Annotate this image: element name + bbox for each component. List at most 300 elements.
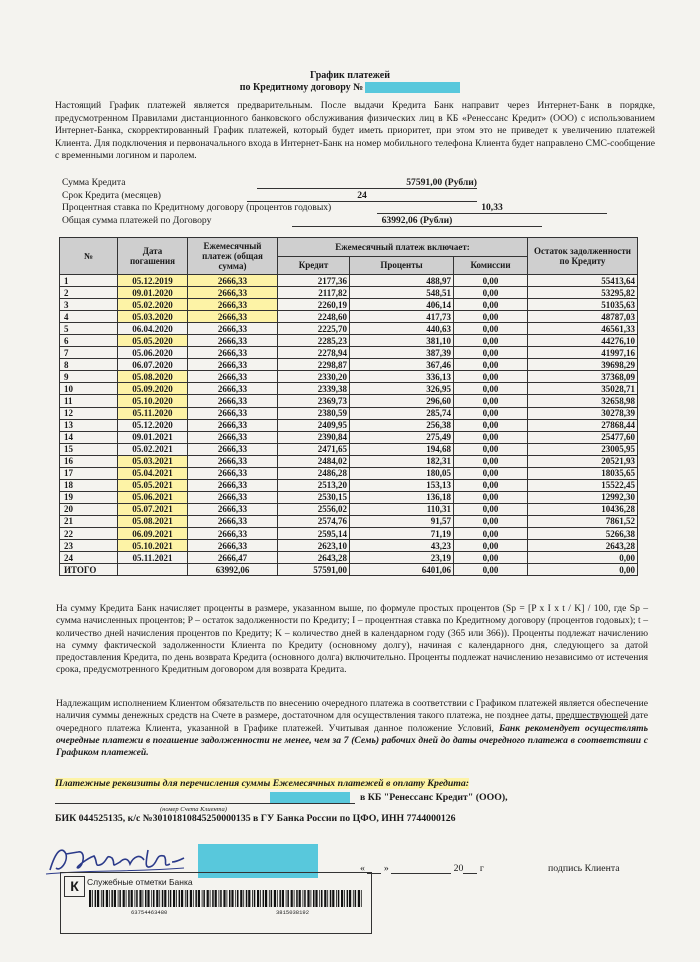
table-row xyxy=(60,515,638,527)
row-date: 05.04.2021 xyxy=(118,467,188,479)
date-year-prefix: 20 xyxy=(453,863,464,874)
row-date: 05.10.2020 xyxy=(118,395,188,407)
row-date: 09.01.2020 xyxy=(118,287,188,299)
barcode-bar xyxy=(153,890,155,907)
total-label: ИТОГО xyxy=(60,564,118,576)
table-row xyxy=(60,407,638,419)
row-principal: 2298,87 xyxy=(278,359,350,371)
row-number: 22 xyxy=(60,527,118,539)
row-date: 05.11.2021 xyxy=(118,552,188,564)
row-commission: 0,00 xyxy=(454,527,528,539)
row-balance: 25477,60 xyxy=(528,431,638,443)
row-balance: 27868,44 xyxy=(528,419,638,431)
loan-summary xyxy=(62,177,562,227)
barcode-bar xyxy=(353,890,354,907)
total-label: Общая сумма платежей по Договору xyxy=(62,214,212,226)
row-date: 05.07.2021 xyxy=(118,503,188,515)
row-date: 05.11.2020 xyxy=(118,407,188,419)
bank-notes-label: Служебные отметки Банка xyxy=(87,877,193,887)
bank-details: БИК 044525135, к/с №30101810845250000135 в ГУ Банка России по ЦФО, ИНН 7744000126 xyxy=(55,813,456,824)
table-row xyxy=(60,467,638,479)
row-number: 24 xyxy=(60,552,118,564)
table-row xyxy=(60,299,638,311)
redacted-account-number xyxy=(270,792,350,803)
row-commission: 0,00 xyxy=(454,515,528,527)
row-principal: 2177,36 xyxy=(278,275,350,287)
barcode-bar xyxy=(156,890,158,907)
rate-label: Процентная ставка по Кредитному договору (процентов годовых) xyxy=(62,202,332,213)
row-payment: 2666,33 xyxy=(188,395,278,407)
date-year-suffix: г xyxy=(479,863,484,874)
barcode-bar xyxy=(299,890,301,907)
barcode-bar xyxy=(147,890,149,907)
row-payment: 2666,33 xyxy=(188,527,278,539)
row-balance: 18035,65 xyxy=(528,467,638,479)
barcode-bar xyxy=(361,890,362,907)
barcode-bar xyxy=(231,890,233,907)
row-principal: 2484,02 xyxy=(278,455,350,467)
barcode-bar xyxy=(274,890,276,907)
table-row xyxy=(60,552,638,564)
obligation-part1: Надлежащим исполнением Клиентом обязательств по внесению очередного платежа в соответствии с Графиком платежей является обеспечение наличия суммы денежных средств на Счете в размере, достаточном для осуществления такого платежа, не позднее даты, xyxy=(56,698,648,722)
table-row xyxy=(60,479,638,491)
row-date: 05.10.2021 xyxy=(118,540,188,552)
barcode-bar xyxy=(109,890,110,907)
barcode-bar xyxy=(128,890,130,907)
barcode-bar xyxy=(103,890,105,907)
barcode-bar xyxy=(119,890,121,907)
col-interest-header: Проценты xyxy=(350,256,454,275)
row-interest: 381,10 xyxy=(350,335,454,347)
table-row xyxy=(60,383,638,395)
barcode-bar xyxy=(118,890,119,907)
barcode-bar xyxy=(294,890,295,907)
rate-value: 10,33 xyxy=(377,202,607,214)
barcode-bar xyxy=(151,890,152,907)
row-number: 3 xyxy=(60,299,118,311)
barcode-bar xyxy=(212,890,214,907)
row-payment: 2666,33 xyxy=(188,479,278,491)
row-payment: 2666,47 xyxy=(188,552,278,564)
client-signature-label: подпись Клиента xyxy=(548,863,620,874)
row-principal: 2278,94 xyxy=(278,347,350,359)
barcode-bar xyxy=(269,890,270,907)
barcode-bar xyxy=(321,890,323,907)
barcode-bar xyxy=(254,890,256,907)
barcode-bar xyxy=(139,890,141,907)
barcode-bar xyxy=(358,890,360,907)
row-interest: 194,68 xyxy=(350,443,454,455)
row-payment: 2666,33 xyxy=(188,455,278,467)
bank-stamp-box xyxy=(60,872,372,934)
row-interest: 180,05 xyxy=(350,467,454,479)
table-total-row xyxy=(60,564,638,576)
barcode-bar xyxy=(344,890,345,907)
table-row xyxy=(60,311,638,323)
barcode-bar xyxy=(114,890,116,907)
title-line1: График платежей xyxy=(309,70,391,81)
row-interest: 110,31 xyxy=(350,503,454,515)
row-interest: 440,63 xyxy=(350,323,454,335)
barcode-bar xyxy=(324,890,326,907)
row-payment: 2666,33 xyxy=(188,431,278,443)
obligation-part2: дате очередного платежа Клиента, указанной в Графике платежей. Учитывая данное положение Условий, xyxy=(56,710,649,734)
row-number: 17 xyxy=(60,467,118,479)
col-commission-header: Комиссии xyxy=(454,256,528,275)
payment-obligation-paragraph xyxy=(56,698,648,759)
barcode-bar xyxy=(355,890,357,907)
row-balance: 10436,28 xyxy=(528,503,638,515)
row-date: 05.12.2020 xyxy=(118,419,188,431)
row-date: 05.02.2020 xyxy=(118,299,188,311)
row-principal: 2339,38 xyxy=(278,383,350,395)
barcode-bar xyxy=(243,890,244,907)
barcode-bar xyxy=(223,890,225,907)
barcode-bar xyxy=(179,890,181,907)
row-principal: 2471,65 xyxy=(278,443,350,455)
barcode-bar xyxy=(296,890,298,907)
table-row xyxy=(60,395,638,407)
row-number: 6 xyxy=(60,335,118,347)
row-balance: 35028,71 xyxy=(528,383,638,395)
account-caption: (номер Счета Клиента) xyxy=(160,806,227,813)
row-principal: 2117,82 xyxy=(278,287,350,299)
table-row xyxy=(60,455,638,467)
barcode-bar xyxy=(92,890,93,907)
row-date: 06.09.2021 xyxy=(118,527,188,539)
barcode-bar xyxy=(263,890,265,907)
date-year-blank xyxy=(463,863,477,874)
barcode-bar xyxy=(235,890,236,907)
amount-value: 57591,00 (Рубли) xyxy=(257,177,477,189)
col-payment-header: Ежемесячный платеж (общая сумма) xyxy=(188,238,278,275)
row-balance: 23005,95 xyxy=(528,443,638,455)
barcode-bar xyxy=(282,890,284,907)
row-balance: 55413,64 xyxy=(528,275,638,287)
date-quote-open: « xyxy=(360,863,365,874)
row-balance: 12992,30 xyxy=(528,491,638,503)
barcode-bar xyxy=(327,890,328,907)
row-payment: 2666,33 xyxy=(188,383,278,395)
row-number: 16 xyxy=(60,455,118,467)
barcode-bar xyxy=(215,890,217,907)
row-payment: 2666,33 xyxy=(188,335,278,347)
row-date: 06.07.2020 xyxy=(118,359,188,371)
schedule-rows xyxy=(60,275,638,576)
row-principal: 2330,20 xyxy=(278,371,350,383)
row-interest: 417,73 xyxy=(350,311,454,323)
row-commission: 0,00 xyxy=(454,287,528,299)
row-commission: 0,00 xyxy=(454,371,528,383)
row-principal: 2486,28 xyxy=(278,467,350,479)
row-number: 9 xyxy=(60,371,118,383)
row-date: 09.01.2021 xyxy=(118,431,188,443)
total-value: 63992,06 (Рубли) xyxy=(292,215,542,227)
col-balance-header: Остаток задолженности по Кредиту xyxy=(528,238,638,275)
barcode-bar xyxy=(168,890,169,907)
barcode-bar xyxy=(287,890,289,907)
barcode-bar xyxy=(341,890,343,907)
row-interest: 387,39 xyxy=(350,347,454,359)
barcode-bar xyxy=(207,890,209,907)
barcode-bar xyxy=(101,890,102,907)
total-commission: 0,00 xyxy=(454,564,528,576)
redacted-contract-number xyxy=(365,82,460,93)
barcode-bar xyxy=(170,890,172,907)
row-number: 2 xyxy=(60,287,118,299)
row-principal: 2369,73 xyxy=(278,395,350,407)
row-principal: 2248,60 xyxy=(278,311,350,323)
barcode-bar xyxy=(252,890,253,907)
col-includes-header: Ежемесячный платеж включает: xyxy=(278,238,528,257)
interest-formula-paragraph: На сумму Кредита Банк начисляет проценты в размере, указанном выше, по формуле простых процентов (Sp = [P x I x t / K] / 100, где Sp – сумма начисленных процентов; P – остаток задолженности по Кредиту; I – процентная ставка по Кредитному договору (процентов годовых); t – количество дней начисления процентов по Кредиту; K – количество дней в календарном году (365 или 366)). Проценты подлежат начислению на сумму фактической задолженности Клиента по Кредиту (основному долгу), начиная с календарного дня, следующего за датой предоставления Кредита, по день возврата Кредита (основного долга) включительно. Проценты подлежат начислению независимо от истечения срока, предусмотренного Кредитным договором для возврата Кредита. xyxy=(56,603,648,676)
barcode-bar xyxy=(246,890,248,907)
row-interest: 182,31 xyxy=(350,455,454,467)
barcode-bar xyxy=(126,890,127,907)
table-row xyxy=(60,443,638,455)
row-interest: 71,19 xyxy=(350,527,454,539)
barcode-bar xyxy=(95,890,97,907)
date-day-blank xyxy=(367,863,381,874)
barcode-bar xyxy=(332,890,334,907)
row-commission: 0,00 xyxy=(454,419,528,431)
row-principal: 2623,10 xyxy=(278,540,350,552)
table-row xyxy=(60,419,638,431)
row-interest: 153,13 xyxy=(350,479,454,491)
barcode-bar xyxy=(190,890,192,907)
row-principal: 2643,28 xyxy=(278,552,350,564)
intro-paragraph: Настоящий График платежей является предварительным. После выдачи Кредита Банк направит через Интернет-Банк в порядке, предусмотренном Правилами дистанционного банковского обслуживания физических лиц в КБ «Ренессанс Кредит» (ООО) с использованием Интернет-Банка, скорректированный График платежей, который будет иметь приоритет, при этом это не приведет к увеличению платежей Клиента. Для подключения и первоначального входа в Интернет-Банк на номер мобильного телефона Клиента будет направлено СМС-сообщение с временными логином и паролем. xyxy=(55,100,655,162)
row-payment: 2666,33 xyxy=(188,515,278,527)
row-number: 11 xyxy=(60,395,118,407)
barcode-bar xyxy=(145,890,147,907)
row-number: 13 xyxy=(60,419,118,431)
row-interest: 256,38 xyxy=(350,419,454,431)
account-blank-line xyxy=(55,803,355,804)
row-balance: 53295,82 xyxy=(528,287,638,299)
row-commission: 0,00 xyxy=(454,467,528,479)
row-interest: 488,97 xyxy=(350,275,454,287)
total-principal: 57591,00 xyxy=(278,564,350,576)
barcode-bar xyxy=(330,890,332,907)
row-balance: 44276,10 xyxy=(528,335,638,347)
row-payment: 2666,33 xyxy=(188,299,278,311)
row-payment: 2666,33 xyxy=(188,540,278,552)
barcode-bar xyxy=(135,890,136,907)
table-row xyxy=(60,275,638,287)
row-interest: 285,74 xyxy=(350,407,454,419)
barcode-bar xyxy=(219,890,220,907)
barcode-bar xyxy=(271,890,273,907)
barcode-bar xyxy=(229,890,231,907)
row-number: 4 xyxy=(60,311,118,323)
row-date: 05.12.2019 xyxy=(118,275,188,287)
row-number: 1 xyxy=(60,275,118,287)
col-principal-header: Кредит xyxy=(278,256,350,275)
row-principal: 2595,14 xyxy=(278,527,350,539)
table-row xyxy=(60,359,638,371)
row-number: 20 xyxy=(60,503,118,515)
table-row xyxy=(60,347,638,359)
total-balance: 0,00 xyxy=(528,564,638,576)
bank-name: в КБ "Ренессанс Кредит" (ООО), xyxy=(360,792,508,803)
col-num-header: № xyxy=(60,238,118,275)
term-value: 24 xyxy=(247,190,477,202)
barcode-bar xyxy=(260,890,261,907)
barcode-bar xyxy=(89,890,91,907)
table-row xyxy=(60,287,638,299)
row-commission: 0,00 xyxy=(454,479,528,491)
barcode-bar xyxy=(136,890,138,907)
row-commission: 0,00 xyxy=(454,552,528,564)
row-balance: 2643,28 xyxy=(528,540,638,552)
row-number: 23 xyxy=(60,540,118,552)
signature-date xyxy=(360,863,484,874)
row-commission: 0,00 xyxy=(454,455,528,467)
table-row xyxy=(60,323,638,335)
row-principal: 2285,23 xyxy=(278,335,350,347)
row-date: 05.08.2020 xyxy=(118,371,188,383)
row-commission: 0,00 xyxy=(454,359,528,371)
row-commission: 0,00 xyxy=(454,275,528,287)
row-payment: 2666,33 xyxy=(188,359,278,371)
table-row xyxy=(60,540,638,552)
row-interest: 136,18 xyxy=(350,491,454,503)
row-commission: 0,00 xyxy=(454,383,528,395)
row-payment: 2666,33 xyxy=(188,443,278,455)
row-number: 19 xyxy=(60,491,118,503)
row-interest: 336,13 xyxy=(350,371,454,383)
row-commission: 0,00 xyxy=(454,491,528,503)
row-commission: 0,00 xyxy=(454,443,528,455)
total-payment: 63992,06 xyxy=(188,564,278,576)
row-payment: 2666,33 xyxy=(188,311,278,323)
barcode-bar xyxy=(131,890,133,907)
barcode-bar xyxy=(311,890,312,907)
barcode-bar xyxy=(164,890,166,907)
barcode-number-left: 63754463480 xyxy=(131,909,168,916)
row-payment: 2666,33 xyxy=(188,407,278,419)
barcode-bar xyxy=(338,890,340,907)
table-row xyxy=(60,503,638,515)
row-balance: 15522,45 xyxy=(528,479,638,491)
barcode-bar xyxy=(193,890,194,907)
barcode-bar xyxy=(291,890,293,907)
row-principal: 2513,20 xyxy=(278,479,350,491)
row-principal: 2574,76 xyxy=(278,515,350,527)
barcode-bar xyxy=(248,890,250,907)
k-logo: К xyxy=(64,876,85,897)
row-interest: 91,57 xyxy=(350,515,454,527)
col-date-header: Дата погашения xyxy=(118,238,188,275)
total-interest: 6401,06 xyxy=(350,564,454,576)
row-date: 05.06.2021 xyxy=(118,491,188,503)
row-commission: 0,00 xyxy=(454,323,528,335)
barcode-bar xyxy=(313,890,315,907)
row-number: 21 xyxy=(60,515,118,527)
term-label: Срок Кредита (месяцев) xyxy=(62,189,161,201)
row-payment: 2666,33 xyxy=(188,371,278,383)
row-principal: 2556,02 xyxy=(278,503,350,515)
barcode-bar xyxy=(123,890,125,907)
table-row xyxy=(60,335,638,347)
row-number: 14 xyxy=(60,431,118,443)
row-balance: 20521,93 xyxy=(528,455,638,467)
barcode-bar xyxy=(286,890,287,907)
row-balance: 5266,38 xyxy=(528,527,638,539)
payment-schedule-table xyxy=(59,237,638,576)
barcode-bar xyxy=(106,890,108,907)
row-principal: 2409,95 xyxy=(278,419,350,431)
row-balance: 51035,63 xyxy=(528,299,638,311)
date-month-blank xyxy=(391,863,451,874)
row-date: 05.06.2020 xyxy=(118,347,188,359)
row-date: 06.04.2020 xyxy=(118,323,188,335)
amount-label: Сумма Кредита xyxy=(62,177,126,188)
row-number: 5 xyxy=(60,323,118,335)
barcode-bar xyxy=(176,890,177,907)
row-payment: 2666,33 xyxy=(188,275,278,287)
row-interest: 23,19 xyxy=(350,552,454,564)
barcode-bar xyxy=(220,890,222,907)
row-number: 15 xyxy=(60,443,118,455)
table-row xyxy=(60,527,638,539)
row-commission: 0,00 xyxy=(454,503,528,515)
requisites-title: Платежные реквизиты для перечисления суммы Ежемесячных платежей в оплату Кредита: xyxy=(55,778,470,789)
barcode-bar xyxy=(202,890,203,907)
barcode-bar xyxy=(97,890,99,907)
barcode-bar xyxy=(227,890,228,907)
row-payment: 2666,33 xyxy=(188,419,278,431)
barcode-bar xyxy=(210,890,211,907)
row-payment: 2666,33 xyxy=(188,467,278,479)
barcode-bar xyxy=(303,890,304,907)
row-interest: 275,49 xyxy=(350,431,454,443)
row-balance: 0,00 xyxy=(528,552,638,564)
table-row xyxy=(60,491,638,503)
row-balance: 37368,09 xyxy=(528,371,638,383)
barcode-bar xyxy=(143,890,144,907)
row-interest: 43,23 xyxy=(350,540,454,552)
row-balance: 39698,29 xyxy=(528,359,638,371)
row-date: 05.08.2021 xyxy=(118,515,188,527)
row-balance: 41997,16 xyxy=(528,347,638,359)
row-principal: 2260,19 xyxy=(278,299,350,311)
barcode xyxy=(87,890,365,907)
row-principal: 2390,84 xyxy=(278,431,350,443)
barcode-bar xyxy=(240,890,242,907)
barcode-bar xyxy=(162,890,164,907)
row-interest: 326,95 xyxy=(350,383,454,395)
row-number: 8 xyxy=(60,359,118,371)
row-payment: 2666,33 xyxy=(188,503,278,515)
row-date: 05.09.2020 xyxy=(118,383,188,395)
row-balance: 48787,03 xyxy=(528,311,638,323)
barcode-bar xyxy=(111,890,113,907)
row-payment: 2666,33 xyxy=(188,323,278,335)
row-date: 05.05.2021 xyxy=(118,479,188,491)
barcode-bar xyxy=(319,890,320,907)
row-balance: 46561,33 xyxy=(528,323,638,335)
row-number: 7 xyxy=(60,347,118,359)
row-date: 05.03.2020 xyxy=(118,311,188,323)
row-number: 18 xyxy=(60,479,118,491)
row-commission: 0,00 xyxy=(454,347,528,359)
row-principal: 2225,70 xyxy=(278,323,350,335)
row-payment: 2666,33 xyxy=(188,287,278,299)
title-line2: по Кредитному договору № xyxy=(239,82,364,93)
barcode-bar xyxy=(198,890,200,907)
